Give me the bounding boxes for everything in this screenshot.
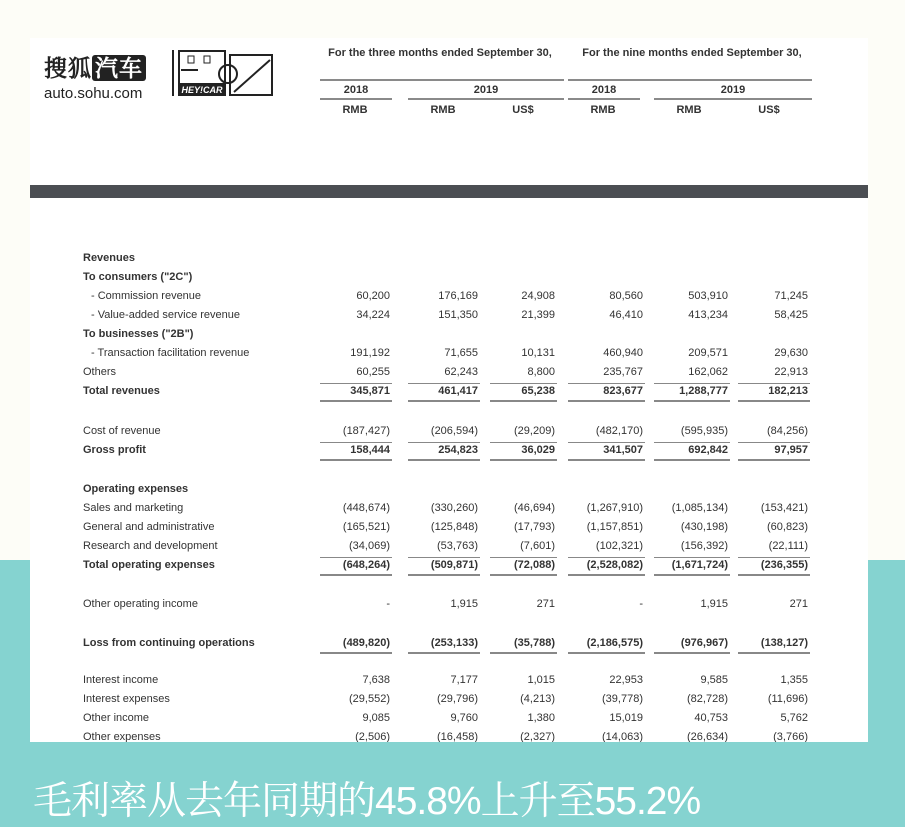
logo-brand: 搜狐 — [44, 55, 92, 81]
row-label: Others — [83, 366, 117, 378]
row-label: Other income — [83, 712, 150, 724]
row-value: (29,209) — [514, 425, 555, 437]
section-divider-bar — [30, 185, 868, 198]
row-label: Total operating expenses — [83, 559, 215, 571]
row-value: - — [639, 598, 643, 610]
underline — [568, 442, 645, 443]
row-label: Operating expenses — [83, 483, 189, 495]
row-value: 80,560 — [609, 290, 643, 302]
row-value: (125,848) — [430, 521, 478, 533]
table-row — [30, 250, 868, 268]
row-value: (1,267,910) — [586, 502, 643, 514]
row-value: (236,355) — [760, 559, 808, 571]
underline — [568, 383, 645, 384]
row-value: (2,327) — [520, 731, 555, 742]
svg-text:HEY!CAR: HEY!CAR — [181, 85, 223, 95]
row-value: (60,823) — [767, 521, 808, 533]
row-value: (153,421) — [760, 502, 808, 514]
row-value: (7,601) — [520, 540, 555, 552]
table-row — [30, 288, 868, 306]
logo-url: auto.sohu.com — [44, 85, 143, 102]
row-value: (29,796) — [437, 693, 478, 705]
header-rule — [320, 79, 564, 81]
row-value: (648,264) — [342, 559, 390, 571]
header-three-months: For the three months ended September 30, — [328, 47, 552, 59]
row-value: 71,245 — [774, 290, 808, 302]
table-row — [30, 269, 868, 287]
row-value: 29,630 — [774, 347, 808, 359]
row-label: Interest expenses — [83, 693, 170, 705]
row-value: 692,842 — [688, 444, 728, 456]
row-label: - Transaction facilitation revenue — [91, 347, 250, 359]
row-value: 21,399 — [521, 309, 555, 321]
row-value: (35,788) — [514, 637, 555, 649]
row-label: Other expenses — [83, 731, 161, 742]
row-value: (138,127) — [760, 637, 808, 649]
row-value: 1,015 — [527, 674, 555, 686]
row-value: 8,800 — [527, 366, 555, 378]
row-value: (26,634) — [687, 731, 728, 742]
row-value: 341,507 — [603, 444, 643, 456]
row-value: 1,915 — [700, 598, 728, 610]
financial-statement — [30, 38, 868, 742]
underline — [490, 652, 557, 654]
currency-header: US$ — [758, 104, 780, 116]
currency-header: RMB — [430, 104, 456, 116]
underline — [654, 574, 730, 576]
underline — [654, 383, 730, 384]
header-rule — [568, 98, 640, 100]
row-value: (2,186,575) — [586, 637, 643, 649]
row-label: To businesses ("2B") — [83, 328, 194, 340]
row-value: (330,260) — [430, 502, 478, 514]
header-rule — [568, 79, 812, 81]
row-value: 34,224 — [356, 309, 390, 321]
table-row — [30, 691, 868, 709]
row-value: (489,820) — [342, 637, 390, 649]
underline — [320, 652, 392, 654]
row-value: 22,953 — [609, 674, 643, 686]
header-rule — [408, 98, 564, 100]
table-row — [30, 442, 868, 460]
row-value: 345,871 — [350, 385, 390, 397]
row-value: (1,085,134) — [671, 502, 728, 514]
row-value: (53,763) — [437, 540, 478, 552]
underline — [738, 574, 810, 576]
row-value: 58,425 — [774, 309, 808, 321]
row-value: 15,019 — [609, 712, 643, 724]
row-value: 7,177 — [450, 674, 478, 686]
row-value: 413,234 — [688, 309, 728, 321]
row-value: (11,696) — [767, 693, 808, 705]
row-value: 1,355 — [780, 674, 808, 686]
underline — [490, 574, 557, 576]
row-value: (1,157,851) — [586, 521, 643, 533]
row-value: (82,728) — [687, 693, 728, 705]
row-value: - — [386, 598, 390, 610]
table-row — [30, 500, 868, 518]
logo-brand-box: 汽车 — [92, 55, 146, 81]
row-value: 235,767 — [603, 366, 643, 378]
currency-header: RMB — [590, 104, 616, 116]
logo-divider — [172, 50, 174, 96]
row-value: (4,213) — [520, 693, 555, 705]
currency-header: RMB — [676, 104, 702, 116]
row-value: (156,392) — [680, 540, 728, 552]
row-value: 162,062 — [688, 366, 728, 378]
row-label: Revenues — [83, 252, 135, 264]
underline — [320, 459, 392, 461]
table-row — [30, 326, 868, 344]
header-rule — [654, 98, 812, 100]
underline — [408, 652, 480, 654]
row-value: 176,169 — [438, 290, 478, 302]
underline — [408, 459, 480, 461]
underline — [738, 459, 810, 461]
row-value: 254,823 — [438, 444, 478, 456]
row-value: (16,458) — [437, 731, 478, 742]
row-value: (595,935) — [680, 425, 728, 437]
underline — [408, 574, 480, 576]
row-label: Sales and marketing — [83, 502, 184, 514]
underline — [320, 442, 392, 443]
header-rule — [320, 98, 392, 100]
underline — [490, 383, 557, 384]
row-value: 10,131 — [521, 347, 555, 359]
row-value: 22,913 — [774, 366, 808, 378]
row-label: To consumers ("2C") — [83, 271, 193, 283]
row-value: (39,778) — [602, 693, 643, 705]
underline — [654, 400, 730, 402]
row-label: Total revenues — [83, 385, 160, 397]
underline — [320, 557, 392, 558]
heycar-logo — [178, 50, 274, 96]
row-value: (976,967) — [680, 637, 728, 649]
row-value: 65,238 — [521, 385, 555, 397]
sohu-auto-logo — [44, 50, 146, 102]
row-value: 46,410 — [609, 309, 643, 321]
underline — [568, 652, 645, 654]
underline — [738, 383, 810, 384]
row-label: Gross profit — [83, 444, 146, 456]
underline — [408, 400, 480, 402]
row-value: (509,871) — [430, 559, 478, 571]
table-row — [30, 519, 868, 537]
row-label: General and administrative — [83, 521, 215, 533]
row-value: 62,243 — [444, 366, 478, 378]
row-label: Cost of revenue — [83, 425, 161, 437]
underline — [490, 459, 557, 461]
table-row — [30, 596, 868, 614]
row-value: 271 — [536, 598, 555, 610]
row-value: (3,766) — [773, 731, 808, 742]
underline — [654, 459, 730, 461]
underline — [568, 557, 645, 558]
row-value: 823,677 — [603, 385, 643, 397]
row-value: (253,133) — [430, 637, 478, 649]
currency-header: US$ — [512, 104, 534, 116]
row-value: 182,213 — [768, 385, 808, 397]
row-value: (17,793) — [514, 521, 555, 533]
underline — [654, 557, 730, 558]
row-value: (1,671,724) — [671, 559, 728, 571]
underline — [568, 400, 645, 402]
row-value: (102,321) — [595, 540, 643, 552]
row-value: (84,256) — [767, 425, 808, 437]
row-value: 1,915 — [450, 598, 478, 610]
row-value: (2,528,082) — [586, 559, 643, 571]
row-value: 60,200 — [356, 290, 390, 302]
row-value: 60,255 — [356, 366, 390, 378]
row-value: 9,585 — [700, 674, 728, 686]
row-value: 24,908 — [521, 290, 555, 302]
underline — [320, 400, 392, 402]
year-header: 2018 — [591, 84, 617, 96]
year-header: 2018 — [343, 84, 369, 96]
underline — [320, 574, 392, 576]
underline — [738, 442, 810, 443]
row-value: (482,170) — [595, 425, 643, 437]
table-row — [30, 672, 868, 690]
row-value: 1,380 — [527, 712, 555, 724]
row-value: (187,427) — [342, 425, 390, 437]
row-value: 9,085 — [362, 712, 390, 724]
row-value: (206,594) — [430, 425, 478, 437]
underline — [408, 383, 480, 384]
underline — [320, 383, 392, 384]
row-value: 7,638 — [362, 674, 390, 686]
row-value: (46,694) — [514, 502, 555, 514]
table-row — [30, 557, 868, 575]
table-row — [30, 364, 868, 382]
underline — [654, 442, 730, 443]
row-value: 1,288,777 — [679, 385, 728, 397]
row-label: Interest income — [83, 674, 159, 686]
table-row — [30, 383, 868, 401]
row-label: Research and development — [83, 540, 218, 552]
underline — [490, 557, 557, 558]
row-value: 36,029 — [521, 444, 555, 456]
row-value: 5,762 — [780, 712, 808, 724]
row-value: 209,571 — [688, 347, 728, 359]
year-header: 2019 — [473, 84, 499, 96]
row-value: 460,940 — [603, 347, 643, 359]
table-row — [30, 481, 868, 499]
row-value: 158,444 — [350, 444, 390, 456]
underline — [738, 400, 810, 402]
row-value: (165,521) — [342, 521, 390, 533]
row-value: 9,760 — [450, 712, 478, 724]
row-value: 71,655 — [444, 347, 478, 359]
table-row — [30, 307, 868, 325]
underline — [490, 400, 557, 402]
row-value: (14,063) — [602, 731, 643, 742]
underline — [568, 459, 645, 461]
row-label: - Commission revenue — [91, 290, 202, 302]
row-value: 503,910 — [688, 290, 728, 302]
table-row — [30, 423, 868, 441]
row-label: Other operating income — [83, 598, 198, 610]
row-value: 151,350 — [438, 309, 478, 321]
row-value: (430,198) — [680, 521, 728, 533]
row-value: (2,506) — [355, 731, 390, 742]
row-value: (29,552) — [349, 693, 390, 705]
underline — [568, 574, 645, 576]
caption: 毛利率从去年同期的45.8%上升至55.2% — [33, 780, 701, 823]
table-row — [30, 345, 868, 363]
row-label: - Value-added service revenue — [91, 309, 240, 321]
underline — [654, 652, 730, 654]
row-value: 271 — [789, 598, 808, 610]
table-row — [30, 635, 868, 653]
row-value: 40,753 — [694, 712, 728, 724]
row-value: 97,957 — [774, 444, 808, 456]
table-row — [30, 538, 868, 556]
row-value: (22,111) — [768, 540, 808, 552]
underline — [738, 652, 810, 654]
row-value: (72,088) — [514, 559, 555, 571]
row-label: Loss from continuing operations — [83, 637, 255, 649]
row-value: (448,674) — [342, 502, 390, 514]
row-value: 461,417 — [438, 385, 478, 397]
year-header: 2019 — [720, 84, 746, 96]
underline — [408, 557, 480, 558]
row-value: (34,069) — [349, 540, 390, 552]
table-row — [30, 729, 868, 742]
header-nine-months: For the nine months ended September 30, — [582, 47, 802, 59]
underline — [408, 442, 480, 443]
table-row — [30, 710, 868, 728]
row-value: 191,192 — [350, 347, 390, 359]
underline — [738, 557, 810, 558]
underline — [490, 442, 557, 443]
currency-header: RMB — [342, 104, 368, 116]
